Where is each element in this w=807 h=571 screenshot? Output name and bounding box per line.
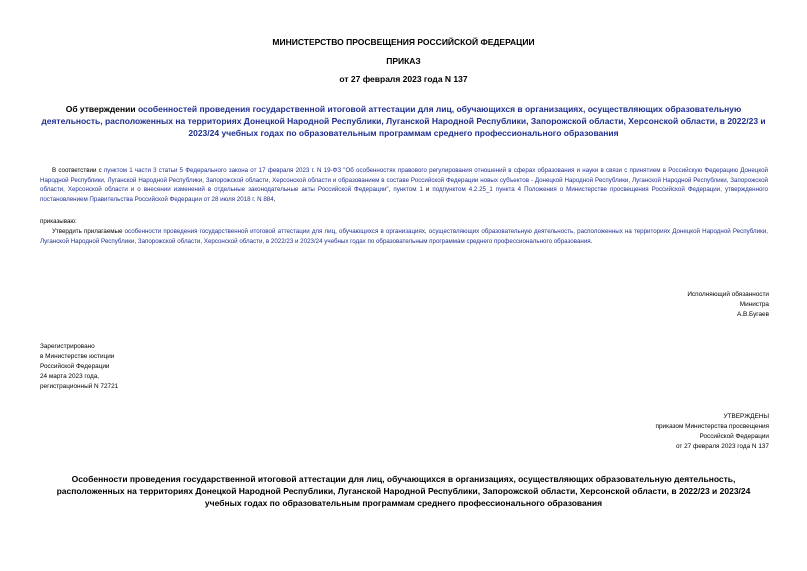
registration-line: Зарегистрировано — [40, 343, 95, 350]
point-1-link[interactable]: пунктом 1 — [393, 186, 423, 193]
regulation-link[interactable]: подпунктом 4.2.25_1 пункта 4 Положения о Министерстве просвещения Российской Федерации, утвержденного постановлением Правительства Российской Федерации от 28 июля 2018 г. N 884 — [40, 186, 768, 203]
signature-block — [687, 290, 769, 320]
registration-line: Российской Федерации — [40, 363, 110, 370]
approve-text: Утвердить прилагаемые — [52, 228, 125, 235]
preamble-paragraph — [40, 166, 768, 204]
doc-type-heading: ПРИКАЗ — [386, 56, 421, 66]
order-title — [40, 103, 767, 139]
preamble-text: , — [273, 195, 276, 203]
approved-block — [656, 412, 769, 452]
registration-line: регистрационный N 72721 — [40, 383, 119, 390]
order-date-number: от 27 февраля 2023 года N 137 — [339, 74, 468, 84]
order-title-prefix: Об утверждении — [65, 104, 138, 114]
approved-line: Российской Федерации — [699, 433, 769, 440]
approved-line: от 27 февраля 2023 года N 137 — [676, 443, 769, 450]
signature-name: А.В.Бугаев — [736, 311, 769, 318]
approve-paragraph — [40, 227, 768, 246]
registration-line: 24 марта 2023 года, — [40, 373, 100, 380]
order-title-link[interactable]: особенностей проведения государственной итоговой аттестации для лиц, обучающихся в организациях, осуществляющих образовательную деятельность, расположенных на территориях Донецкой Народной Республики, Луганской Народной Республики, Запорожской области, Херсонской области, в 2022/23 и 2023/24 учебных годах по образовательным программам среднего профессионального образования — [41, 104, 766, 138]
preamble-text: В соответствии с — [52, 167, 104, 174]
features-link[interactable]: особенности проведения государственной итоговой аттестации для лиц, обучающихся в организациях, осуществляющих образовательную деятельность, расположенных на территориях Донецкой Народной Республики, Луганской Народной Республики, Запорожской области, Херсонской области, в 2022/23 и 2023/24 учебных годах по образовательным программам среднего профессионального образования — [40, 228, 768, 245]
preamble-text: и — [422, 186, 433, 193]
registration-block — [40, 342, 118, 392]
ministry-heading: МИНИСТЕРСТВО ПРОСВЕЩЕНИЯ РОССИЙСКОЙ ФЕДЕРАЦИИ — [272, 37, 535, 47]
approved-line: приказом Министерства просвещения — [655, 423, 769, 430]
signature-position: Исполняющий обязанности — [687, 291, 769, 298]
approved-line: УТВЕРЖДЕНЫ — [723, 413, 769, 420]
annex-title: Особенности проведения государственной итоговой аттестации для лиц, обучающихся в организациях, осуществляющих образовательную деятельность, расположенных на территориях Донецкой Народной Республики, Луганской Народной Республики, Запорожской области, Херсонской области, в 2022/23 и 2023/24 учебных годах по образовательным программам среднего профессионального образования — [56, 474, 751, 508]
federal-law-link[interactable]: пунктом 1 части 3 статьи 5 Федерального закона от 17 февраля 2023 г. N 19-ФЗ "Об особенностях правового регулирования отношений в сферах образования и науки в связи с принятием в Российскую Федерацию Донецкой Народной Республики, Луганской Народной Республики, Запорожской области, Херсонской области и образованием в составе Российской Федерации новых субъектов - Донецкой Народной Республики, Луганской Народной Республики, Запорожской области, Херсонской области и о внесении изменений в отдельные законодательные акты Российской Федерации" — [40, 167, 768, 193]
order-word: приказываю: — [40, 218, 77, 225]
signature-title: Министра — [739, 301, 769, 308]
registration-line: в Министерстве юстиции — [40, 353, 115, 360]
approve-text: . — [590, 237, 593, 245]
preamble-text: , — [388, 186, 394, 193]
